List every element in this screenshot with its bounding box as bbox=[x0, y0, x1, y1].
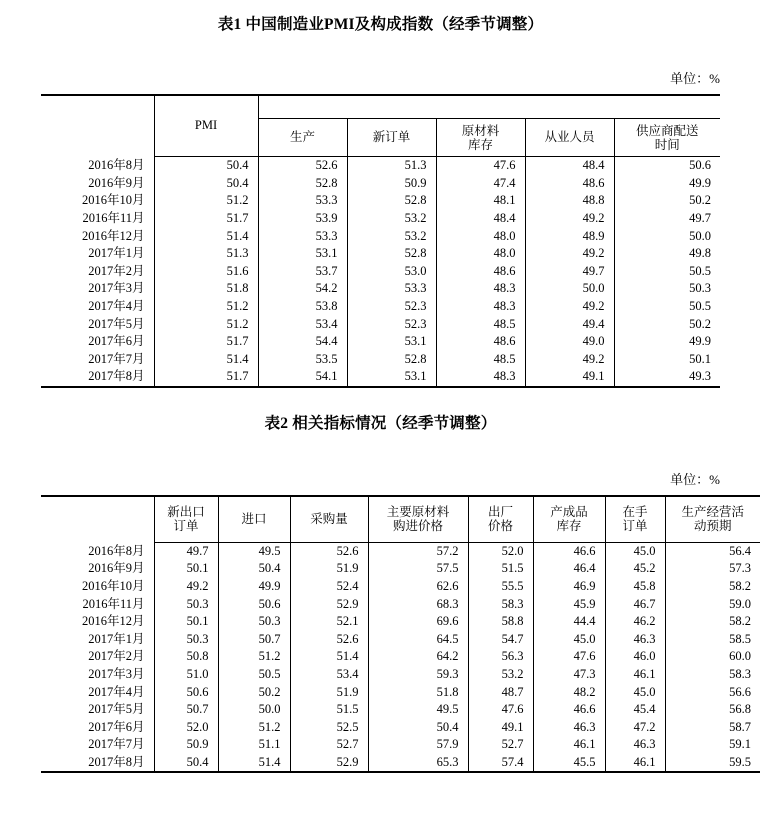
cell-raw-material-inventory: 48.6 bbox=[436, 333, 525, 351]
row-label: 2016年8月 bbox=[41, 542, 154, 560]
cell-supplier-delivery-time: 50.6 bbox=[689, 158, 711, 173]
cell-input-prices: 57.2 bbox=[368, 542, 468, 560]
cell-purchase-volume: 52.5 bbox=[290, 719, 368, 737]
cell-backlog-of-orders: 46.7 bbox=[605, 596, 665, 614]
table2-header-finished-goods-inventory bbox=[533, 496, 605, 543]
cell-pmi: 51.2 bbox=[154, 192, 258, 210]
cell-new-orders: 53.3 bbox=[347, 280, 436, 298]
cell-new-orders: 52.8 bbox=[347, 192, 436, 210]
cell-input-prices: 59.3 bbox=[368, 666, 468, 684]
cell-business-expectations: 56.6 bbox=[729, 684, 751, 699]
table2-header-purchase-volume bbox=[290, 496, 368, 543]
cell-new-export-orders: 50.8 bbox=[154, 648, 218, 666]
cell-new-export-orders: 50.4 bbox=[154, 754, 218, 773]
cell-backlog-of-orders: 46.3 bbox=[605, 631, 665, 649]
cell-backlog-of-orders: 45.4 bbox=[605, 701, 665, 719]
table-row bbox=[41, 280, 720, 298]
cell-imports: 49.9 bbox=[218, 578, 290, 596]
cell-output-prices: 57.4 bbox=[468, 754, 533, 773]
header-line: 库存 bbox=[467, 137, 493, 152]
cell-finished-goods-inventory: 46.1 bbox=[533, 736, 605, 754]
cell-business-expectations: 58.2 bbox=[729, 579, 751, 594]
cell-raw-material-inventory: 48.3 bbox=[436, 280, 525, 298]
cell-raw-material-inventory: 48.6 bbox=[436, 263, 525, 281]
table-row bbox=[41, 175, 720, 193]
cell-imports: 50.4 bbox=[218, 560, 290, 578]
cell-finished-goods-inventory: 46.3 bbox=[533, 719, 605, 737]
row-label: 2017年7月 bbox=[41, 736, 154, 754]
cell-new-export-orders: 50.6 bbox=[154, 683, 218, 701]
table2-body bbox=[41, 495, 760, 774]
cell-supplier-delivery-time: 50.5 bbox=[689, 298, 711, 313]
row-label: 2016年12月 bbox=[41, 613, 154, 631]
cell-new-export-orders: 50.9 bbox=[154, 736, 218, 754]
table1-header-new-orders bbox=[347, 119, 436, 157]
cell-finished-goods-inventory: 46.4 bbox=[533, 560, 605, 578]
cell-business-expectations: 59.1 bbox=[729, 737, 751, 752]
row-label: 2016年9月 bbox=[41, 560, 154, 578]
cell-new-export-orders: 49.7 bbox=[154, 542, 218, 560]
cell-purchase-volume: 51.5 bbox=[290, 701, 368, 719]
header-line: 新出口 bbox=[167, 505, 205, 520]
table2-header-row bbox=[41, 496, 760, 543]
cell-imports: 50.5 bbox=[218, 666, 290, 684]
cell-new-export-orders: 50.7 bbox=[154, 701, 218, 719]
cell-output-prices: 49.1 bbox=[468, 719, 533, 737]
table2-header-output-prices bbox=[468, 496, 533, 543]
cell-supplier-delivery-time: 49.8 bbox=[689, 246, 711, 261]
row-label: 2016年8月 bbox=[41, 157, 154, 175]
cell-input-prices: 68.3 bbox=[368, 596, 468, 614]
table-row bbox=[41, 210, 720, 228]
table2-block bbox=[0, 495, 761, 774]
table1-header-production bbox=[258, 119, 347, 157]
cell-production: 54.4 bbox=[258, 333, 347, 351]
cell-finished-goods-inventory: 46.6 bbox=[533, 542, 605, 560]
table1-body bbox=[41, 94, 720, 388]
row-label: 2017年8月 bbox=[41, 368, 154, 387]
cell-new-orders: 52.8 bbox=[347, 351, 436, 369]
cell-new-export-orders: 50.1 bbox=[154, 560, 218, 578]
row-label: 2017年1月 bbox=[41, 245, 154, 263]
cell-purchase-volume: 52.4 bbox=[290, 578, 368, 596]
cell-raw-material-inventory: 47.4 bbox=[436, 175, 525, 193]
cell-business-expectations: 60.0 bbox=[729, 649, 751, 664]
table1-stub-header bbox=[41, 95, 154, 157]
cell-production: 54.2 bbox=[258, 280, 347, 298]
header-line: 出厂 bbox=[487, 505, 513, 520]
table-row bbox=[41, 560, 760, 578]
cell-output-prices: 52.0 bbox=[468, 542, 533, 560]
row-label: 2017年7月 bbox=[41, 351, 154, 369]
cell-purchase-volume: 51.4 bbox=[290, 648, 368, 666]
cell-finished-goods-inventory: 45.0 bbox=[533, 631, 605, 649]
cell-new-orders: 52.3 bbox=[347, 315, 436, 333]
table-row bbox=[41, 298, 720, 316]
cell-raw-material-inventory: 48.0 bbox=[436, 227, 525, 245]
cell-employment: 48.6 bbox=[525, 175, 614, 193]
table-row bbox=[41, 596, 760, 614]
cell-input-prices: 64.5 bbox=[368, 631, 468, 649]
cell-employment: 48.4 bbox=[525, 157, 614, 175]
cell-output-prices: 55.5 bbox=[468, 578, 533, 596]
cell-production: 53.3 bbox=[258, 227, 347, 245]
cell-supplier-delivery-time: 50.3 bbox=[689, 281, 711, 296]
header-line: 动预期 bbox=[693, 519, 732, 534]
cell-employment: 49.2 bbox=[525, 351, 614, 369]
cell-employment: 48.9 bbox=[525, 227, 614, 245]
cell-new-export-orders: 51.0 bbox=[154, 666, 218, 684]
table-row bbox=[41, 192, 720, 210]
header-line: 供应商配送 bbox=[635, 123, 699, 138]
header-line: 原材料 bbox=[461, 123, 500, 138]
table1 bbox=[41, 94, 720, 388]
table1-header-group-blank bbox=[258, 95, 720, 119]
cell-pmi: 51.4 bbox=[154, 227, 258, 245]
cell-supplier-delivery-time: 50.2 bbox=[689, 193, 711, 208]
header-line: 库存 bbox=[556, 519, 582, 534]
cell-imports: 49.5 bbox=[218, 542, 290, 560]
cell-imports: 51.2 bbox=[218, 719, 290, 737]
table-row bbox=[41, 701, 760, 719]
table-row bbox=[41, 333, 720, 351]
header-line: 时间 bbox=[654, 137, 680, 152]
cell-employment: 48.8 bbox=[525, 192, 614, 210]
row-label: 2017年2月 bbox=[41, 263, 154, 281]
cell-new-export-orders: 50.1 bbox=[154, 613, 218, 631]
cell-purchase-volume: 52.9 bbox=[290, 754, 368, 773]
cell-finished-goods-inventory: 46.6 bbox=[533, 701, 605, 719]
cell-supplier-delivery-time: 49.9 bbox=[689, 175, 711, 190]
cell-imports: 50.6 bbox=[218, 596, 290, 614]
cell-raw-material-inventory: 48.1 bbox=[436, 192, 525, 210]
cell-business-expectations: 58.2 bbox=[729, 614, 751, 629]
cell-imports: 50.3 bbox=[218, 613, 290, 631]
cell-pmi: 51.7 bbox=[154, 210, 258, 228]
cell-input-prices: 57.5 bbox=[368, 560, 468, 578]
table2-stub-header bbox=[41, 496, 154, 543]
cell-output-prices: 53.2 bbox=[468, 666, 533, 684]
row-label: 2016年9月 bbox=[41, 175, 154, 193]
cell-finished-goods-inventory: 47.6 bbox=[533, 648, 605, 666]
cell-supplier-delivery-time: 49.7 bbox=[689, 210, 711, 225]
cell-raw-material-inventory: 47.6 bbox=[436, 157, 525, 175]
cell-new-orders: 50.9 bbox=[347, 175, 436, 193]
cell-raw-material-inventory: 48.5 bbox=[436, 351, 525, 369]
table1-header-supplier-delivery-time bbox=[614, 119, 720, 157]
table2-header-imports bbox=[218, 496, 290, 543]
header-line: 生产 bbox=[289, 129, 315, 144]
cell-business-expectations: 58.5 bbox=[729, 631, 751, 646]
table1-block bbox=[0, 94, 761, 388]
cell-business-expectations: 57.3 bbox=[729, 561, 751, 576]
table1-unit-label: 单位：% bbox=[670, 71, 720, 86]
cell-new-orders: 53.1 bbox=[347, 368, 436, 387]
cell-backlog-of-orders: 45.8 bbox=[605, 578, 665, 596]
cell-employment: 49.2 bbox=[525, 245, 614, 263]
table1-header-employment bbox=[525, 119, 614, 157]
table-row bbox=[41, 227, 720, 245]
cell-production: 53.3 bbox=[258, 192, 347, 210]
header-line: 产成品 bbox=[550, 505, 588, 520]
cell-output-prices: 47.6 bbox=[468, 701, 533, 719]
cell-employment: 49.4 bbox=[525, 315, 614, 333]
cell-business-expectations: 58.7 bbox=[729, 719, 751, 734]
table2 bbox=[41, 495, 760, 774]
cell-output-prices: 52.7 bbox=[468, 736, 533, 754]
cell-employment: 49.2 bbox=[525, 210, 614, 228]
cell-production: 53.1 bbox=[258, 245, 347, 263]
cell-output-prices: 58.3 bbox=[468, 596, 533, 614]
cell-new-orders: 51.3 bbox=[347, 157, 436, 175]
header-line: 价格 bbox=[487, 519, 513, 534]
cell-input-prices: 64.2 bbox=[368, 648, 468, 666]
table-row bbox=[41, 719, 760, 737]
cell-finished-goods-inventory: 44.4 bbox=[533, 613, 605, 631]
table-row bbox=[41, 157, 720, 175]
cell-purchase-volume: 51.9 bbox=[290, 683, 368, 701]
cell-purchase-volume: 52.6 bbox=[290, 631, 368, 649]
table-row bbox=[41, 754, 760, 773]
cell-pmi: 50.4 bbox=[154, 175, 258, 193]
cell-input-prices: 62.6 bbox=[368, 578, 468, 596]
cell-supplier-delivery-time: 50.5 bbox=[689, 263, 711, 278]
cell-raw-material-inventory: 48.3 bbox=[436, 368, 525, 387]
cell-production: 53.5 bbox=[258, 351, 347, 369]
cell-finished-goods-inventory: 45.5 bbox=[533, 754, 605, 773]
cell-backlog-of-orders: 46.2 bbox=[605, 613, 665, 631]
cell-imports: 50.0 bbox=[218, 701, 290, 719]
cell-employment: 50.0 bbox=[525, 280, 614, 298]
cell-new-orders: 53.2 bbox=[347, 210, 436, 228]
cell-production: 53.8 bbox=[258, 298, 347, 316]
cell-new-export-orders: 50.3 bbox=[154, 631, 218, 649]
table2-header-new-export-orders bbox=[154, 496, 218, 543]
row-label: 2016年10月 bbox=[41, 192, 154, 210]
cell-output-prices: 48.7 bbox=[468, 683, 533, 701]
row-label: 2017年3月 bbox=[41, 280, 154, 298]
cell-pmi: 51.7 bbox=[154, 368, 258, 387]
cell-output-prices: 56.3 bbox=[468, 648, 533, 666]
table1-title: 表1 中国制造业PMI及构成指数（经季节调整） bbox=[217, 16, 544, 33]
table1-header-pmi: PMI bbox=[154, 95, 258, 157]
cell-purchase-volume: 52.1 bbox=[290, 613, 368, 631]
table-row bbox=[41, 351, 720, 369]
cell-business-expectations: 59.0 bbox=[729, 596, 751, 611]
row-label: 2017年6月 bbox=[41, 719, 154, 737]
row-label: 2017年4月 bbox=[41, 683, 154, 701]
cell-raw-material-inventory: 48.4 bbox=[436, 210, 525, 228]
cell-raw-material-inventory: 48.3 bbox=[436, 298, 525, 316]
table-row bbox=[41, 613, 760, 631]
header-line: 订单 bbox=[622, 519, 648, 534]
row-label: 2016年11月 bbox=[41, 210, 154, 228]
cell-pmi: 51.6 bbox=[154, 263, 258, 281]
table-row bbox=[41, 666, 760, 684]
table-row bbox=[41, 263, 720, 281]
cell-backlog-of-orders: 46.1 bbox=[605, 666, 665, 684]
table-row bbox=[41, 578, 760, 596]
table2-title: 表2 相关指标情况（经季节调整） bbox=[264, 414, 497, 432]
table-row bbox=[41, 648, 760, 666]
cell-new-orders: 52.8 bbox=[347, 245, 436, 263]
header-line: 购进价格 bbox=[392, 519, 443, 534]
row-label: 2017年4月 bbox=[41, 298, 154, 316]
cell-pmi: 51.8 bbox=[154, 280, 258, 298]
cell-input-prices: 49.5 bbox=[368, 701, 468, 719]
cell-production: 52.8 bbox=[258, 175, 347, 193]
cell-input-prices: 51.8 bbox=[368, 683, 468, 701]
row-label: 2016年10月 bbox=[41, 578, 154, 596]
cell-purchase-volume: 52.9 bbox=[290, 596, 368, 614]
cell-purchase-volume: 52.6 bbox=[290, 542, 368, 560]
cell-input-prices: 69.6 bbox=[368, 613, 468, 631]
cell-supplier-delivery-time: 49.3 bbox=[689, 369, 711, 384]
row-label: 2016年11月 bbox=[41, 596, 154, 614]
table1-header-span-row bbox=[41, 95, 720, 119]
cell-new-export-orders: 52.0 bbox=[154, 719, 218, 737]
cell-new-export-orders: 50.3 bbox=[154, 596, 218, 614]
cell-raw-material-inventory: 48.0 bbox=[436, 245, 525, 263]
cell-output-prices: 58.8 bbox=[468, 613, 533, 631]
cell-pmi: 51.4 bbox=[154, 351, 258, 369]
cell-finished-goods-inventory: 46.9 bbox=[533, 578, 605, 596]
cell-raw-material-inventory: 48.5 bbox=[436, 315, 525, 333]
cell-pmi: 51.2 bbox=[154, 315, 258, 333]
cell-backlog-of-orders: 46.0 bbox=[605, 648, 665, 666]
cell-backlog-of-orders: 47.2 bbox=[605, 719, 665, 737]
table2-header-input-prices bbox=[368, 496, 468, 543]
cell-finished-goods-inventory: 45.9 bbox=[533, 596, 605, 614]
cell-input-prices: 50.4 bbox=[368, 719, 468, 737]
table2-header-backlog-of-orders bbox=[605, 496, 665, 543]
cell-backlog-of-orders: 45.0 bbox=[605, 683, 665, 701]
cell-output-prices: 54.7 bbox=[468, 631, 533, 649]
table-row bbox=[41, 631, 760, 649]
cell-backlog-of-orders: 45.2 bbox=[605, 560, 665, 578]
cell-input-prices: 65.3 bbox=[368, 754, 468, 773]
cell-purchase-volume: 52.7 bbox=[290, 736, 368, 754]
row-label: 2016年12月 bbox=[41, 227, 154, 245]
cell-production: 52.6 bbox=[258, 157, 347, 175]
header-line: 在手 bbox=[622, 505, 648, 520]
cell-business-expectations: 56.4 bbox=[729, 543, 751, 558]
cell-backlog-of-orders: 46.1 bbox=[605, 754, 665, 773]
cell-new-export-orders: 49.2 bbox=[154, 578, 218, 596]
cell-new-orders: 53.2 bbox=[347, 227, 436, 245]
row-label: 2017年2月 bbox=[41, 648, 154, 666]
cell-business-expectations: 59.5 bbox=[729, 755, 751, 770]
row-label: 2017年5月 bbox=[41, 315, 154, 333]
header-line: 主要原材料 bbox=[386, 505, 450, 520]
header-line: 新订单 bbox=[372, 129, 411, 144]
cell-input-prices: 57.9 bbox=[368, 736, 468, 754]
table2-header-business-expectations bbox=[665, 496, 760, 543]
table-row bbox=[41, 245, 720, 263]
table-row bbox=[41, 683, 760, 701]
cell-finished-goods-inventory: 47.3 bbox=[533, 666, 605, 684]
cell-purchase-volume: 51.9 bbox=[290, 560, 368, 578]
row-label: 2017年5月 bbox=[41, 701, 154, 719]
cell-purchase-volume: 53.4 bbox=[290, 666, 368, 684]
cell-new-orders: 52.3 bbox=[347, 298, 436, 316]
cell-pmi: 51.3 bbox=[154, 245, 258, 263]
cell-new-orders: 53.0 bbox=[347, 263, 436, 281]
cell-production: 53.4 bbox=[258, 315, 347, 333]
cell-imports: 50.7 bbox=[218, 631, 290, 649]
cell-production: 53.7 bbox=[258, 263, 347, 281]
cell-business-expectations: 58.3 bbox=[729, 667, 751, 682]
cell-new-orders: 53.1 bbox=[347, 333, 436, 351]
cell-employment: 49.2 bbox=[525, 298, 614, 316]
cell-imports: 51.1 bbox=[218, 736, 290, 754]
cell-production: 54.1 bbox=[258, 368, 347, 387]
table-row bbox=[41, 315, 720, 333]
cell-imports: 51.4 bbox=[218, 754, 290, 773]
header-line: 订单 bbox=[173, 519, 199, 534]
table-row bbox=[41, 542, 760, 560]
table2-bottom-rule bbox=[41, 772, 760, 773]
cell-imports: 51.2 bbox=[218, 648, 290, 666]
cell-production: 53.9 bbox=[258, 210, 347, 228]
cell-supplier-delivery-time: 49.9 bbox=[689, 334, 711, 349]
cell-output-prices: 51.5 bbox=[468, 560, 533, 578]
table1-header-raw-material-inventory bbox=[436, 119, 525, 157]
cell-imports: 50.2 bbox=[218, 683, 290, 701]
table2-unit-label: 单位：% bbox=[670, 471, 720, 487]
table-row bbox=[41, 368, 720, 387]
cell-business-expectations: 56.8 bbox=[729, 702, 751, 717]
cell-supplier-delivery-time: 50.2 bbox=[689, 316, 711, 331]
cell-employment: 49.7 bbox=[525, 263, 614, 281]
header-line: 从业人员 bbox=[544, 129, 595, 144]
row-label: 2017年1月 bbox=[41, 631, 154, 649]
cell-finished-goods-inventory: 48.2 bbox=[533, 683, 605, 701]
header-line: 进口 bbox=[241, 511, 267, 526]
cell-pmi: 51.7 bbox=[154, 333, 258, 351]
cell-backlog-of-orders: 46.3 bbox=[605, 736, 665, 754]
table-row bbox=[41, 736, 760, 754]
header-line: 采购量 bbox=[310, 511, 348, 526]
cell-supplier-delivery-time: 50.1 bbox=[689, 351, 711, 366]
cell-employment: 49.1 bbox=[525, 368, 614, 387]
row-label: 2017年6月 bbox=[41, 333, 154, 351]
cell-supplier-delivery-time: 50.0 bbox=[689, 228, 711, 243]
row-label: 2017年8月 bbox=[41, 754, 154, 773]
cell-pmi: 51.2 bbox=[154, 298, 258, 316]
cell-backlog-of-orders: 45.0 bbox=[605, 542, 665, 560]
row-label: 2017年3月 bbox=[41, 666, 154, 684]
header-line: 生产经营活 bbox=[681, 505, 744, 520]
cell-pmi: 50.4 bbox=[154, 157, 258, 175]
cell-employment: 49.0 bbox=[525, 333, 614, 351]
